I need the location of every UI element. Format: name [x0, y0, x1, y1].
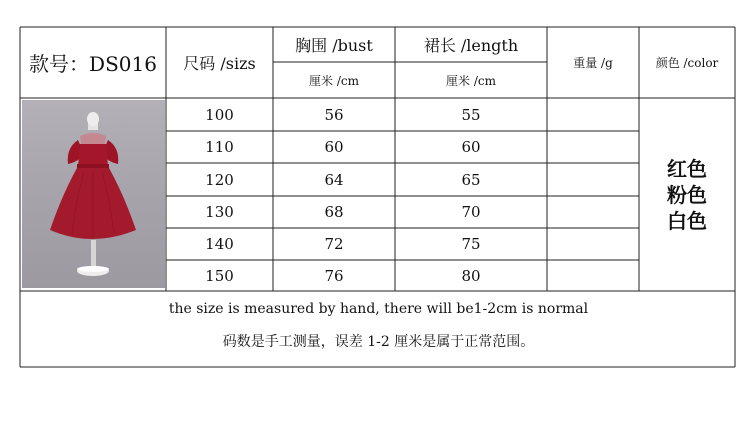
length-header: 裙长 /length — [423, 36, 519, 55]
bust-cell: 68 — [324, 203, 344, 221]
bust-cell: 72 — [324, 235, 344, 253]
length-cell: 70 — [461, 203, 481, 221]
size-cell: 110 — [205, 138, 234, 156]
size-cell: 120 — [205, 170, 234, 189]
bust-header: 胸围 /bust — [295, 36, 373, 55]
note-chinese: 码数是手工测量，误差 1-2 厘米是属于正常范围。 — [222, 334, 535, 350]
color-list — [639, 98, 735, 291]
bust-cell: 64 — [324, 170, 344, 189]
product-photo — [22, 100, 165, 288]
bust-unit: 厘米 /cm — [309, 73, 359, 88]
color-red: 红色 — [667, 156, 707, 181]
bust-cell: 76 — [324, 266, 344, 285]
length-cell: 80 — [461, 266, 481, 285]
length-cell: 55 — [461, 105, 481, 124]
note-english: the size is measured by hand, there will be1-2cm is normal — [168, 301, 589, 317]
style-number: 款号：DS016 — [29, 52, 157, 76]
size-header: 尺码 /sizs — [183, 54, 256, 73]
length-unit: 厘米 /cm — [446, 73, 496, 88]
color-pink: 粉色 — [667, 182, 707, 207]
dress-illustration — [22, 100, 165, 288]
size-cell: 100 — [205, 105, 234, 124]
size-cell: 150 — [205, 266, 234, 285]
color-white: 白色 — [667, 208, 707, 233]
length-cell: 75 — [461, 235, 481, 253]
color-header: 颜色 /color — [655, 56, 719, 70]
weight-header: 重量 /g — [573, 56, 613, 70]
bust-cell: 56 — [324, 105, 344, 124]
size-cell: 140 — [205, 235, 234, 253]
length-cell: 65 — [461, 170, 481, 189]
length-cell: 60 — [461, 138, 481, 156]
size-cell: 130 — [205, 203, 234, 221]
bust-cell: 60 — [324, 138, 344, 156]
